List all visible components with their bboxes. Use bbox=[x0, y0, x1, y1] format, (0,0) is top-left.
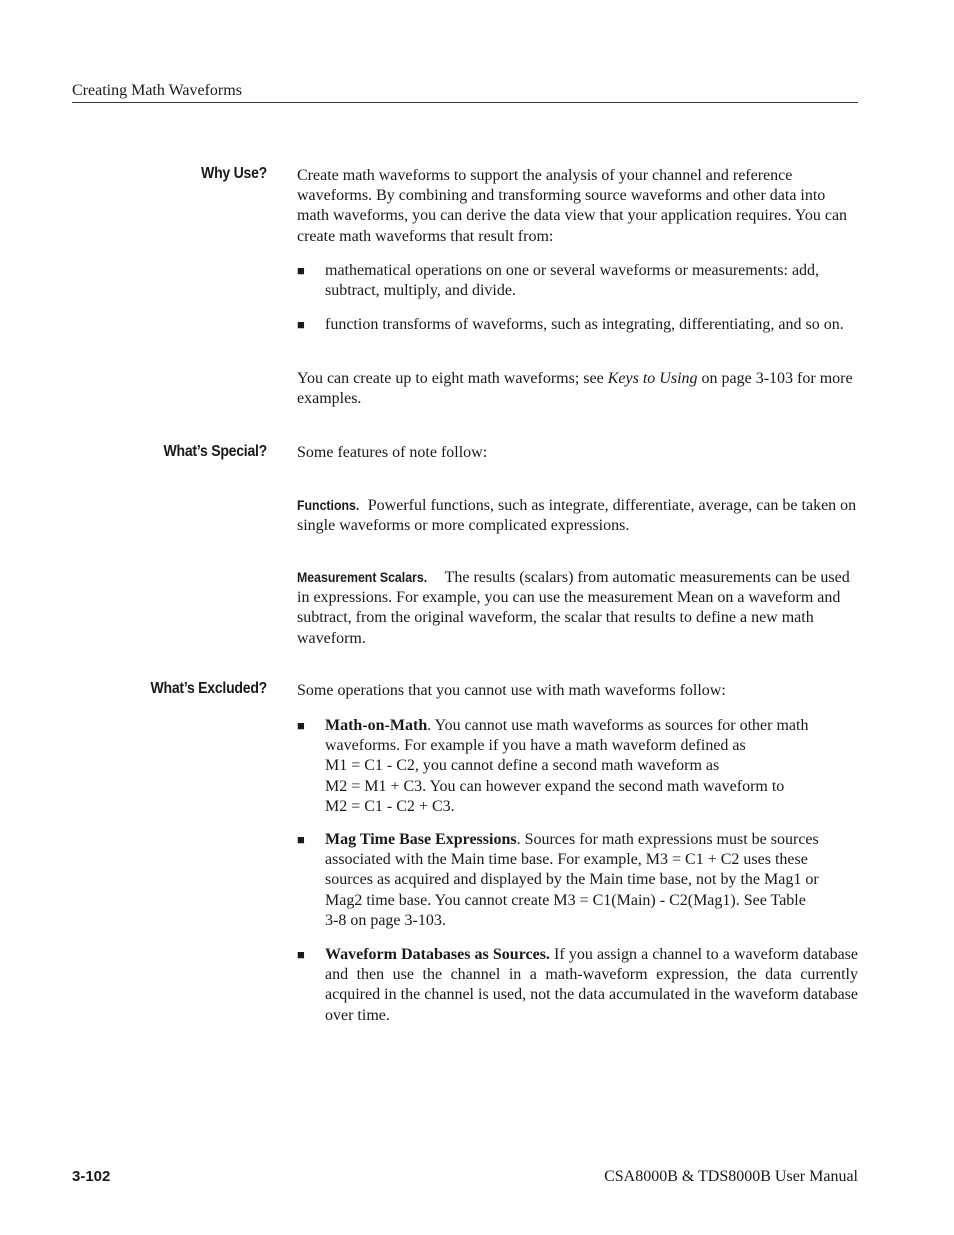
why-use-intro: Create math waveforms to support the analysis of your channel and reference waveforms. By combining and transforming source waveforms and other data into math waveforms, you can derive the data view that your application requires. You can create math waveforms that result from: bbox=[297, 167, 848, 245]
functions-paragraph bbox=[297, 495, 858, 536]
closing-text-post: on page 3-103 for more examples. bbox=[297, 370, 853, 408]
page-number: 3-102 bbox=[72, 1168, 111, 1185]
item-line: M2 = C1 - C2 + C3. bbox=[325, 797, 455, 815]
closing-text-pre: You can create up to eight math waveforms; see bbox=[297, 370, 608, 387]
bullet-icon: ■ bbox=[297, 718, 305, 733]
waveform-databases-text: If you assign a channel to a waveform database and then use the channel in a math-waveform expression, the data currently acquired in the channel is used, not the data accumulated in the waveform database over time. bbox=[325, 946, 858, 1024]
bullet-icon: ■ bbox=[297, 947, 305, 962]
whats-excluded-intro: Some operations that you cannot use with math waveforms follow: bbox=[297, 682, 726, 699]
waveform-databases-label: Waveform Databases as Sources. bbox=[325, 946, 550, 963]
item-line: Mag2 time base. You cannot create M3 = C1(Main) - C2(Mag1). See Table bbox=[325, 891, 806, 909]
item-line bbox=[325, 830, 858, 850]
item-line: M2 = M1 + C3. You can however expand the second math waveform to bbox=[325, 777, 785, 795]
bullet-icon: ■ bbox=[297, 317, 305, 332]
item-line: M1 = C1 - C2, you cannot define a second math waveform as bbox=[325, 757, 720, 775]
item-text: . You cannot use math waveforms as sources for other math bbox=[427, 717, 809, 734]
waveform-databases-item bbox=[325, 945, 858, 1026]
item-line: associated with the Main time base. For example, M3 = C1 + C2 uses these bbox=[325, 851, 808, 869]
math-on-math-label: Math-on-Math bbox=[325, 717, 428, 734]
why-use-bullet-1: mathematical operations on one or several waveforms or measurements: add, subtract, multiply, and divide. bbox=[325, 262, 820, 300]
header-rule bbox=[72, 102, 858, 103]
mag-time-base-label: Mag Time Base Expressions bbox=[325, 831, 517, 848]
whats-excluded-heading: What’s Excluded? bbox=[150, 680, 267, 697]
item-text: . Sources for math expressions must be sources bbox=[516, 831, 819, 848]
why-use-bullet-2: function transforms of waveforms, such as integrating, differentiating, and so on. bbox=[325, 316, 844, 333]
whats-special-intro: Some features of note follow: bbox=[297, 444, 488, 461]
measurement-scalars-text: The results (scalars) from automatic measurements can be used in expressions. For example, you can use the measurement Mean on a waveform and subtract, from the original waveform, the scalar that results to define a new math waveform. bbox=[297, 569, 850, 647]
whats-special-heading: What’s Special? bbox=[163, 443, 267, 460]
mag-time-base-item bbox=[325, 830, 858, 931]
keys-to-using-reference: Keys to Using bbox=[607, 370, 698, 387]
why-use-heading: Why Use? bbox=[201, 165, 267, 182]
math-on-math-item bbox=[325, 716, 858, 817]
item-line: 3-8 on page 3-103. bbox=[325, 911, 446, 929]
item-line: waveforms. For example if you have a math waveform defined as bbox=[325, 737, 746, 755]
item-line bbox=[325, 716, 858, 736]
measurement-scalars-paragraph bbox=[297, 567, 858, 649]
bullet-icon: ■ bbox=[297, 832, 305, 847]
manual-title: CSA8000B & TDS8000B User Manual bbox=[604, 1168, 858, 1185]
measurement-scalars-label: Measurement Scalars. bbox=[297, 569, 428, 585]
functions-text: Powerful functions, such as integrate, differentiate, average, can be taken on single waveforms or more complicated expressions. bbox=[297, 497, 857, 535]
running-header: Creating Math Waveforms bbox=[72, 82, 242, 99]
functions-label: Functions. bbox=[297, 497, 360, 513]
bullet-icon: ■ bbox=[297, 263, 305, 278]
item-line: sources as acquired and displayed by the Main time base, not by the Mag1 or bbox=[325, 871, 819, 889]
why-use-closing bbox=[297, 369, 858, 409]
